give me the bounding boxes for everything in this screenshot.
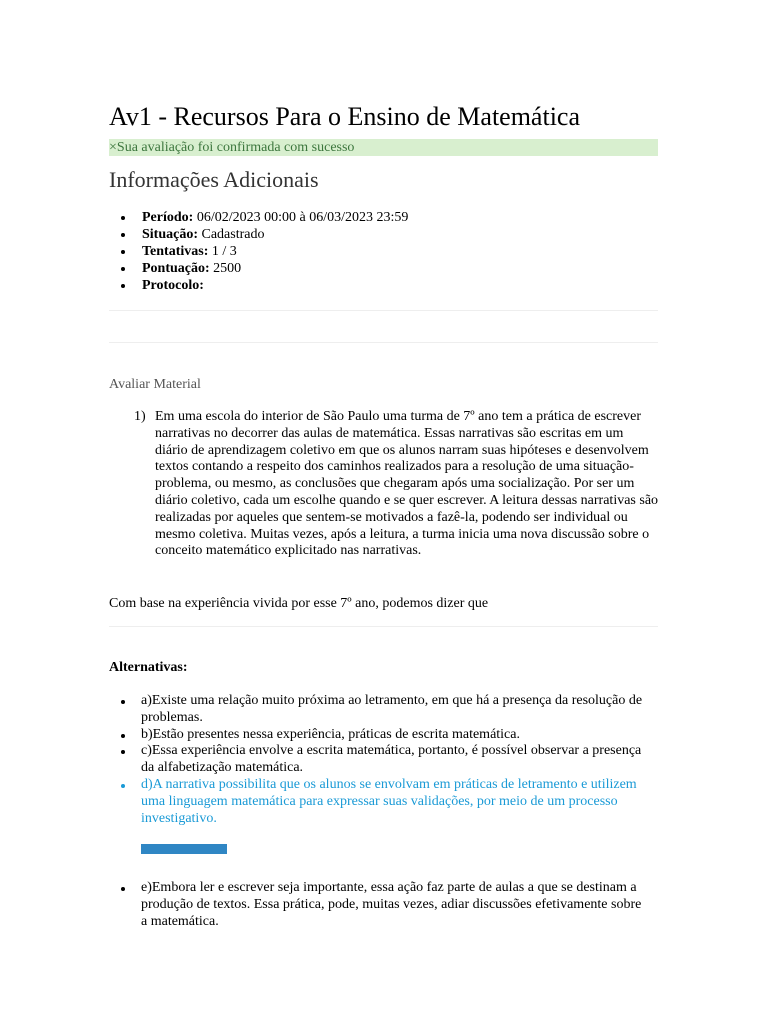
info-value: Cadastrado [198,227,265,242]
info-list [109,209,652,294]
info-item-tentativas [142,243,652,260]
info-item-protocolo [142,277,652,294]
info-value: 2500 [209,261,242,276]
success-message: Sua avaliação foi confirmada com sucesso [116,140,355,155]
info-label: Pontuação: [142,261,210,276]
alternative-b[interactable]: b)Estão presentes nessa experiência, práticas de escrita matemática. [141,727,651,744]
alternative-d-correct[interactable] [141,777,651,854]
info-item-pontuacao [142,260,652,277]
alternative-c[interactable]: c)Essa experiência envolve a escrita matemática, portanto, é possível observar a presença da alfabetização matemática. [141,743,651,777]
info-value: 1 / 3 [208,244,237,259]
info-item-situacao [142,226,652,243]
close-alert-button[interactable]: × [109,140,117,155]
divider [109,626,658,627]
page-title: Av1 - Recursos Para o Ensino de Matemática [109,102,580,131]
info-heading: Informações Adicionais [109,167,319,192]
question-number: 1) [134,409,146,424]
section-title: Avaliar Material [109,377,201,392]
question-prompt: Com base na experiência vivida por esse 7º ano, podemos dizer que [109,596,489,611]
selected-answer-bar [141,844,227,854]
info-label: Período: [142,210,194,225]
alternatives-list [109,693,651,931]
alternative-d-text: d)A narrativa possibilita que os alunos se envolvam em práticas de letramento e utilizem uma linguagem matemática para expressar suas validações, por meio de um processo investigativo. [141,776,637,826]
divider [109,342,658,343]
info-label: Tentativas: [142,244,209,259]
alternatives-heading: Alternativas: [109,660,188,675]
info-value: 06/02/2023 00:00 à 06/03/2023 23:59 [193,210,409,225]
question-text: Em uma escola do interior de São Paulo uma turma de 7º ano tem a prática de escrever narrativas no decorrer das aulas de matemática. Essas narrativas são escritas em um diário de aprendizagem coletivo em que os alunos narram suas hipóteses e desenvolvem textos contando a respeito dos caminhos realizados para a resolução de uma situação-problema, ou mesmo, as conclusões que chegaram após uma socialização. Por ser um diário coletivo, cada um escolhe quando e se quer escrever. A leitura dessas narrativas são realizadas por aqueles que sentem-se motivados a fazê-la, podendo ser individual ou mesmo coletiva. Muitas vezes, após a leitura, a turma inicia uma nova discussão sobre o conceito matemático explicitado nas narrativas. [155,409,659,559]
success-alert [109,139,658,156]
info-item-periodo [142,209,652,226]
info-label: Protocolo: [142,278,204,293]
alternative-e[interactable]: e)Embora ler e escrever seja importante, essa ação faz parte de aulas a que se destinam a produção de textos. Essa prática, pode, muitas vezes, adiar discussões efetivamente sobre a matemática. [141,880,651,930]
info-label: Situação: [142,227,198,242]
alternative-a[interactable]: a)Existe uma relação muito próxima ao letramento, em que há a presença da resolução de problemas. [141,693,651,727]
divider [109,310,658,311]
question-block [134,409,659,560]
